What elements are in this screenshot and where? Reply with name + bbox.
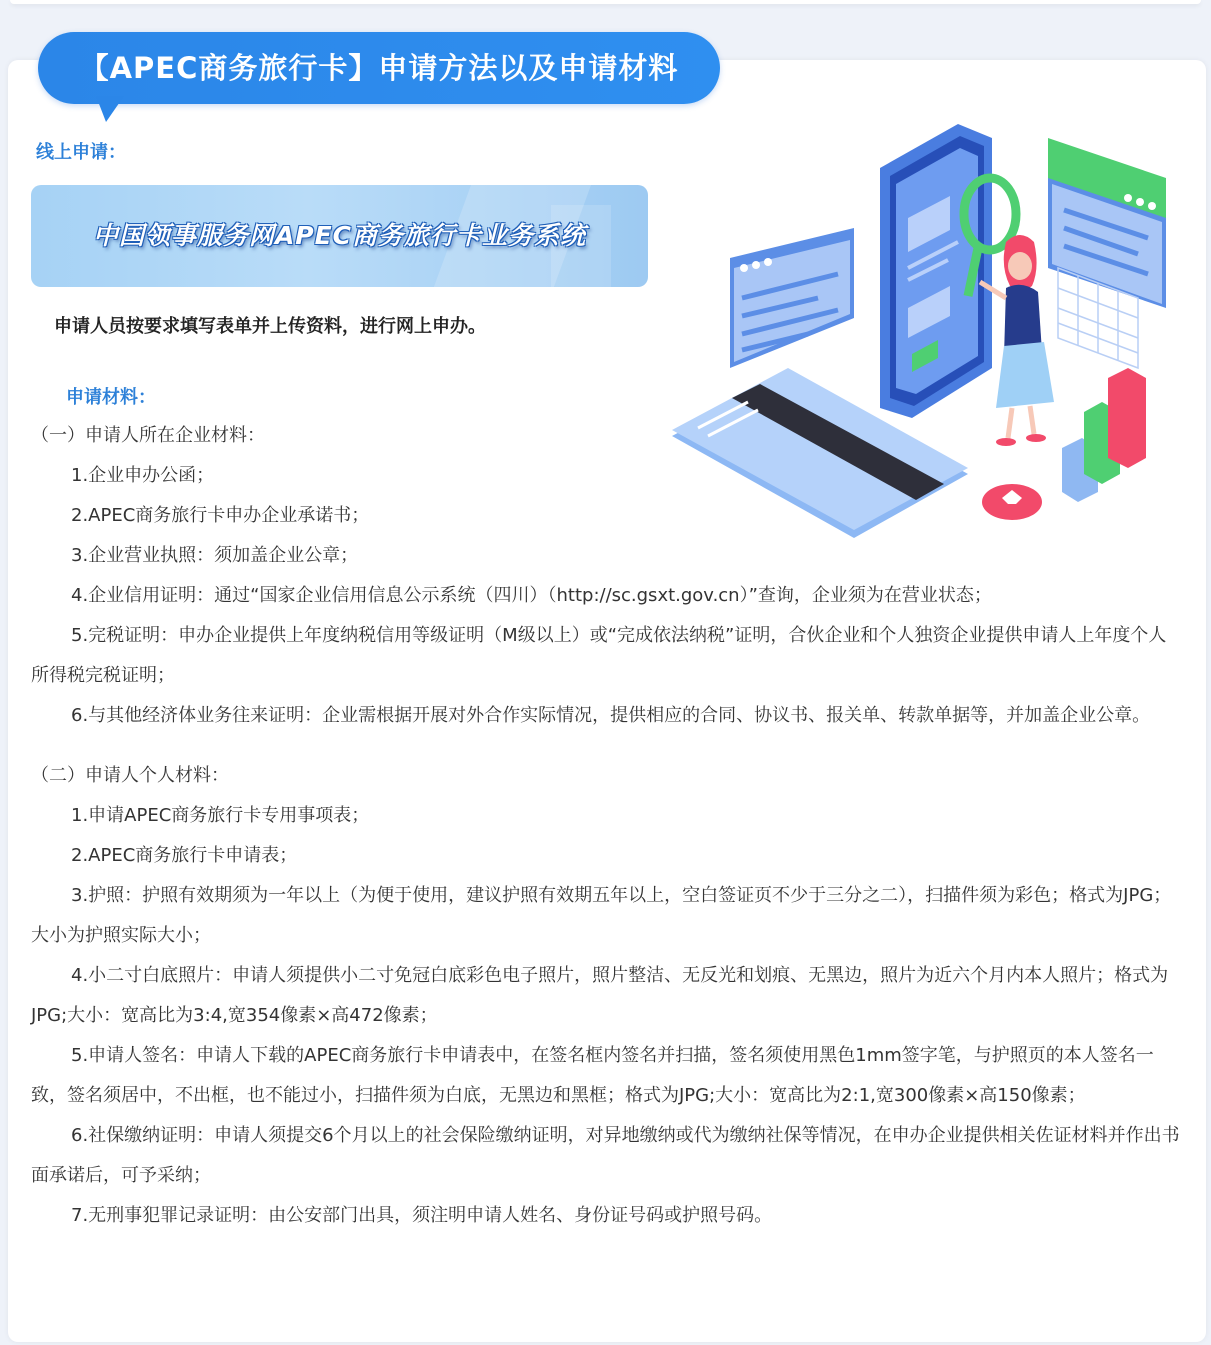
title-bubble bbox=[38, 32, 720, 104]
company-material-item: 3.企业营业执照：须加盖企业公章； bbox=[71, 545, 359, 566]
company-material-item: 5.完税证明：申办企业提供上年度纳税信用等级证明（M级以上）或“完成依法纳税”证明，合伙企业和个人独资企业提供申请人上年度个人所得税完税证明； bbox=[31, 625, 1167, 686]
personal-material-item: 4.小二寸白底照片：申请人须提供小二寸免冠白底彩色电子照片，照片整洁、无反光和划痕、无黑边，照片为近六个月内本人照片；格式为JPG;大小：宽高比为3:4,宽354像素×高472像素； bbox=[31, 965, 1169, 1026]
personal-material-item: 3.护照：护照有效期须为一年以上（为便于使用，建议护照有效期五年以上，空白签证页不少于三分之二），扫描件须为彩色；格式为JPG；大小为护照实际大小； bbox=[31, 885, 1172, 946]
personal-material-item: 2.APEC商务旅行卡申请表； bbox=[71, 845, 298, 866]
section-gap bbox=[31, 736, 1181, 756]
materials-label: 申请材料： bbox=[66, 387, 156, 408]
personal-material-item: 7.无刑事犯罪记录证明：由公安部门出具，须注明申请人姓名、身份证号码或护照号码。 bbox=[71, 1205, 773, 1226]
top-strip bbox=[10, 0, 1201, 4]
company-material-item: 6.与其他经济体业务往来证明：企业需根据开展对外合作实际情况，提供相应的合同、协议书、报关单、转款单据等，并加盖企业公章。 bbox=[71, 705, 1151, 726]
system-banner-text[interactable]: 中国领事服务网APEC商务旅行卡业务系统 bbox=[92, 221, 587, 250]
system-banner-link[interactable] bbox=[31, 185, 648, 287]
company-material-item: 4.企业信用证明：通过“国家企业信用信息公示系统（四川）（http://sc.gsxt.gov.cn）”查询，企业须为在营业状态； bbox=[71, 585, 992, 606]
online-application-label: 线上申请： bbox=[36, 142, 126, 163]
personal-material-item: 1.申请APEC商务旅行卡专用事项表； bbox=[71, 805, 370, 826]
title-bubble-tail bbox=[96, 96, 124, 122]
page-title: 【APEC商务旅行卡】申请方法以及申请材料 bbox=[79, 51, 679, 85]
browser-window-icon bbox=[1048, 138, 1166, 308]
personal-material-item: 6.社保缴纳证明：申请人须提交6个月以上的社会保险缴纳证明，对异地缴纳或代为缴纳社保等情况，在申办企业提供相关佐证材料并作出书面承诺后，可予采纳； bbox=[31, 1125, 1180, 1186]
company-materials-heading: （一）申请人所在企业材料： bbox=[31, 425, 265, 446]
personal-materials-heading: （二）申请人个人材料： bbox=[31, 765, 229, 786]
browser-window-icon bbox=[730, 228, 854, 368]
company-material-item: 1.企业申办公函； bbox=[71, 465, 215, 486]
online-description: 申请人员按要求填写表单并上传资料，进行网上申办。 bbox=[54, 316, 486, 337]
company-material-item: 2.APEC商务旅行卡申办企业承诺书； bbox=[71, 505, 370, 526]
materials-content bbox=[31, 416, 1181, 1236]
personal-material-item: 5.申请人签名：申请人下载的APEC商务旅行卡申请表中，在签名框内签名并扫描，签名须使用黑色1mm签字笔，与护照页的本人签名一致，签名须居中，不出框，也不能过小，扫描件须为白底，无黑边和黑框；格式为JPG;大小：宽高比为2:1,宽300像素×高150像素； bbox=[31, 1045, 1154, 1106]
